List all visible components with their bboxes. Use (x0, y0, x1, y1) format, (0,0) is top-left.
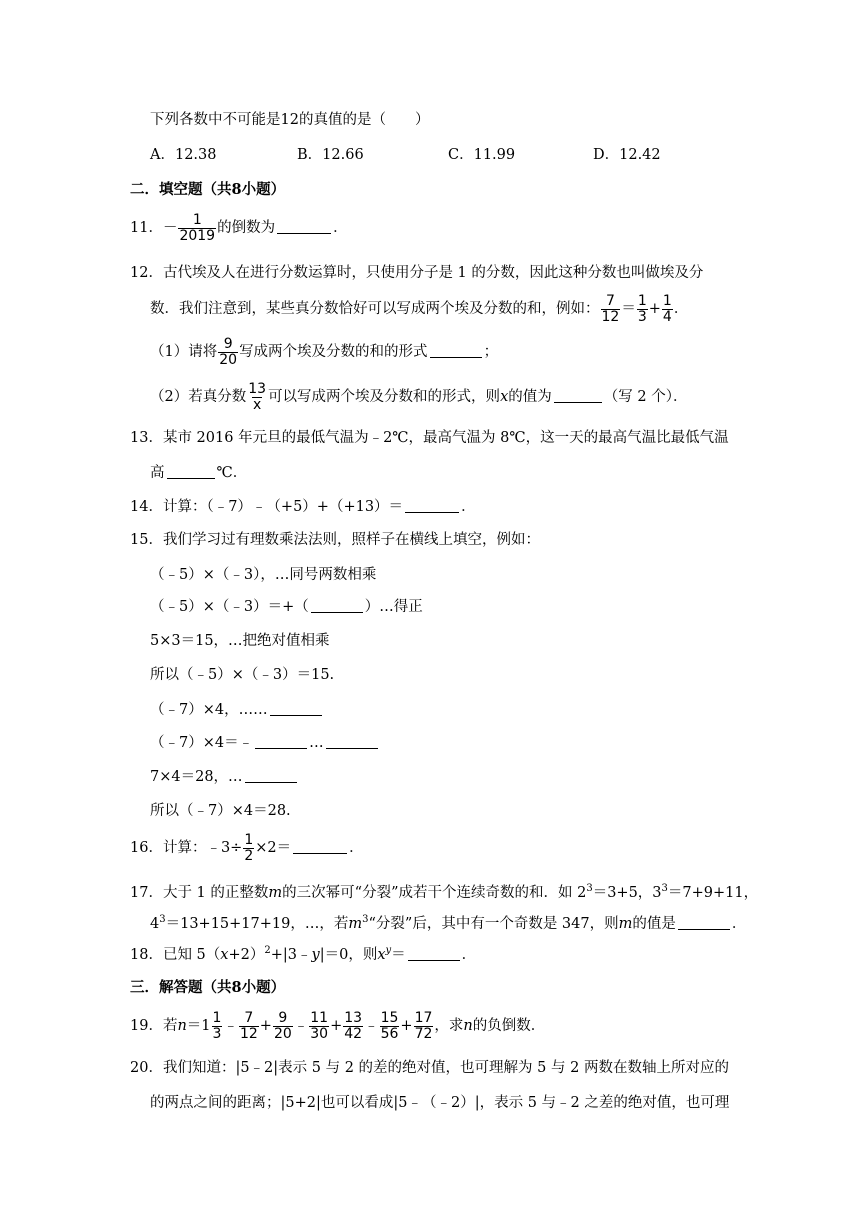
q17-variable-m-1: m (268, 885, 283, 901)
q18-variable-x-2: x (377, 947, 386, 963)
q12-part-1-end: ； (483, 344, 499, 360)
q19 (130, 1009, 545, 1043)
q17-line-2-c: “分裂”后，其中有一个奇数是 347，则 (368, 916, 619, 932)
q17-line-2 (150, 914, 746, 934)
q15-line-1: （﹣5）×（﹣3），…同号两数相乘 (150, 567, 377, 583)
q12-part-2-answer-blank[interactable] (554, 388, 602, 403)
q12-part-2-text-2: 的值为 (508, 389, 552, 405)
q15-line-6-answer-blank-1[interactable] (255, 734, 307, 749)
q10-stem: 下列各数中不可能是12的真值的是（ ） (150, 112, 430, 128)
q11-fraction-numerator: 1 (192, 211, 202, 228)
q13-line-2-prefix: 高 (150, 465, 165, 481)
q12-part-1-numerator: 9 (223, 335, 233, 352)
q17-answer-blank[interactable] (678, 915, 730, 930)
q18-a: 18．已知 5（ (130, 947, 221, 963)
q18-c: +|3﹣ (270, 947, 312, 963)
q19-fraction-4 (309, 1011, 329, 1042)
q19-fraction-7-numerator: 17 (414, 1009, 433, 1026)
q19-equals-one: ＝1 (186, 1018, 211, 1034)
q17-exponent-1: 3 (586, 883, 593, 895)
q19-prefix: 19．若 (130, 1018, 178, 1034)
q16-fraction (243, 833, 254, 864)
q11-end: ． (333, 220, 348, 236)
q20-line-2: 的两点之间的距离；|5+2|也可以看成|5﹣（﹣2）|，表示 5 与﹣2 之差的绝对值，也可理 (150, 1095, 730, 1111)
q18-d: |＝0，则 (319, 947, 378, 963)
q14-text: 14．计算：（﹣7）﹣（+5）+（+13）＝ (130, 499, 404, 515)
q12-part-2-fraction (247, 382, 267, 413)
q12-example-equals: ＝ (621, 301, 636, 317)
q19-operator-4: + (330, 1018, 343, 1034)
q19-fraction-7-denominator: 72 (414, 1025, 433, 1042)
q12-part-2-variable-x: x (500, 389, 509, 405)
q11-fraction (178, 213, 216, 244)
q17-line-2-a: 4 (150, 916, 160, 932)
section-3-heading: 三．解答题（共8小题） (130, 979, 286, 996)
q16-numerator: 1 (244, 831, 254, 848)
q18 (130, 945, 476, 965)
q19-operator-2: + (259, 1018, 272, 1034)
q12-line-1: 12．古代埃及人在进行分数运算时，只使用分子是 1 的分数，因此这种分数也叫做埃及分 (130, 265, 704, 281)
q17-exponent-3: 3 (159, 914, 166, 926)
q17-exponent-2: 3 (661, 883, 668, 895)
q15-line-2 (150, 597, 423, 617)
q14-answer-blank[interactable] (405, 498, 459, 513)
q19-fraction-7 (414, 1011, 434, 1042)
q19-operator-1: ﹣ (223, 1018, 238, 1034)
q19-fraction-6-numerator: 15 (380, 1009, 399, 1026)
q14-end: ． (461, 499, 476, 515)
q19-variable-n-2: n (463, 1018, 473, 1034)
q19-fraction-4-numerator: 11 (310, 1009, 329, 1026)
q17-exponent-4: 3 (362, 914, 369, 926)
q18-exponent-y: y (385, 945, 392, 957)
q15-line-6-answer-blank-2[interactable] (326, 734, 378, 749)
q12-part-2-denominator: x (253, 396, 262, 413)
q19-fraction-1-numerator: 1 (212, 1009, 222, 1026)
q12-line-2-text: 数．我们注意到，某些真分数恰好可以写成两个埃及分数的和，例如： (150, 301, 600, 317)
q19-fraction-5-numerator: 13 (344, 1009, 363, 1026)
q19-fraction-6-denominator: 56 (380, 1025, 399, 1042)
q10-options (150, 145, 710, 165)
q16-denominator: 2 (244, 847, 254, 864)
q10-option-b[interactable]: B．12.66 (297, 147, 364, 163)
q17-line-2-b: ＝13+15+17+19，…，若 (165, 916, 349, 932)
q17-end: ． (731, 916, 747, 932)
q12-example-a-numerator: 7 (605, 292, 615, 309)
q17-line-2-d: 的值是 (632, 916, 676, 932)
q19-fraction-2-denominator: 12 (239, 1025, 258, 1042)
q18-b: +2） (228, 947, 265, 963)
q10-option-a[interactable]: A．12.38 (150, 147, 217, 163)
q19-text-2: 的负倒数． (472, 1018, 546, 1034)
q12-part-1-text: 写成两个埃及分数的和的形式 (239, 344, 428, 360)
q16-text: ×2＝ (255, 840, 292, 856)
q12-line-2-end: ． (673, 301, 689, 317)
q19-fraction-2-numerator: 7 (244, 1009, 254, 1026)
q13-line-1: 13．某市 2016 年元旦的最低气温为﹣2℃，最高气温为 8℃，这一天的最高气温比最低气温 (130, 430, 729, 446)
q15-line-3: 5×3＝15，…把绝对值相乘 (150, 633, 330, 649)
q12-part-2-end: （写 2 个）． (603, 389, 688, 405)
q14 (130, 497, 476, 517)
q11-answer-blank[interactable] (277, 219, 331, 234)
q16-answer-blank[interactable] (293, 839, 347, 854)
q19-fraction-5-denominator: 42 (344, 1025, 363, 1042)
q12-part-1-answer-blank[interactable] (430, 343, 482, 358)
q18-variable-y: y (311, 947, 320, 963)
q17-line-1-c: ＝3+5，3 (592, 885, 662, 901)
q17-line-1-a: 17．大于 1 的正整数 (130, 885, 269, 901)
q13-line-2-suffix: ℃． (216, 465, 248, 481)
q19-fraction-1 (212, 1011, 223, 1042)
q12-part-2-numerator: 13 (248, 380, 267, 397)
q12-part-2-text: 可以写成两个埃及分数和的形式，则 (268, 389, 501, 405)
q12-example-a-denominator: 12 (601, 308, 620, 325)
q15-line-7-answer-blank[interactable] (245, 768, 297, 783)
q12-part-1-fraction (218, 337, 238, 368)
q15-line-5 (150, 700, 324, 720)
q18-variable-x: x (220, 947, 229, 963)
q19-fraction-4-denominator: 30 (310, 1025, 329, 1042)
q15-line-6 (150, 733, 380, 753)
q11-fraction-denominator: 2019 (179, 227, 216, 244)
q10-option-d[interactable]: D．12.42 (593, 147, 661, 163)
q16-prefix: 16．计算：﹣3÷ (130, 840, 243, 856)
q13-answer-blank[interactable] (167, 464, 215, 479)
q12-part-1 (150, 335, 498, 369)
q19-operator-6: + (400, 1018, 413, 1034)
q20-line-1: 20．我们知道：|5﹣2|表示 5 与 2 的差的绝对值，也可理解为 5 与 2 两数在数轴上所对应的 (130, 1060, 729, 1076)
q15-intro: 15．我们学习过有理数乘法法则，照样子在横线上填空，例如： (130, 532, 540, 548)
q12-example-b-numerator: 1 (637, 292, 647, 309)
q18-e: ＝ (391, 947, 406, 963)
q12-part-1-prefix: （1）请将 (150, 344, 218, 360)
q11-number: 11． (130, 220, 163, 236)
q19-fraction-3-numerator: 9 (278, 1009, 288, 1026)
q13-line-2 (150, 463, 247, 483)
q19-operator-3: ﹣ (293, 1018, 309, 1034)
q18-exponent: 2 (264, 945, 271, 957)
q12-example-fraction-a (601, 294, 621, 325)
q15-line-2-prefix: （﹣5）×（﹣3）＝+（ (150, 599, 309, 615)
section-2-heading: 二．填空题（共8小题） (130, 181, 286, 198)
q12-example-fraction-b (637, 294, 648, 325)
q12-part-1-denominator: 20 (219, 351, 238, 368)
q17-line-1 (130, 883, 758, 903)
q12-line-2 (150, 292, 688, 326)
q15-line-5-answer-blank[interactable] (270, 701, 322, 716)
q15-line-6-prefix: （﹣7）×4＝﹣ (150, 735, 254, 751)
q17-line-1-b: 的三次幂可“分裂”成若干个连续奇数的和．如 2 (282, 885, 587, 901)
q19-operator-5: ﹣ (364, 1018, 379, 1034)
q19-fraction-3-denominator: 20 (273, 1025, 292, 1042)
q12-example-b-denominator: 3 (637, 308, 647, 325)
q12-example-c-numerator: 1 (662, 292, 672, 309)
q11-sign: － (162, 220, 178, 236)
q16-end: ． (349, 840, 364, 856)
q12-example-plus: + (648, 301, 661, 317)
q15-line-8: 所以（﹣7）×4＝28. (150, 803, 291, 819)
q12-part-2 (150, 380, 687, 414)
q10-option-c[interactable]: C．11.99 (448, 147, 516, 163)
q15-line-5-text: （﹣7）×4，…… (150, 702, 268, 718)
q15-line-2-answer-blank[interactable] (311, 598, 363, 613)
q12-part-2-prefix: （2）若真分数 (150, 389, 247, 405)
q17-variable-m-2: m (348, 916, 363, 932)
q12-example-fraction-c (662, 294, 673, 325)
q15-line-7-text: 7×4＝28，… (150, 769, 243, 785)
q12-example-c-denominator: 4 (662, 308, 672, 325)
q17-line-1-d: ＝7+9+11， (667, 885, 759, 901)
q19-fraction-6 (380, 1011, 400, 1042)
q18-end: ． (461, 947, 477, 963)
q18-answer-blank[interactable] (408, 946, 460, 961)
q19-text: ，求 (434, 1018, 464, 1034)
q11-text: 的倒数为 (217, 220, 276, 236)
q15-line-6-ellipsis: … (309, 735, 324, 751)
q15-line-4: 所以（﹣5）×（﹣3）＝15. (150, 667, 335, 683)
q15-line-7 (150, 767, 299, 787)
q16 (130, 831, 364, 865)
q15-line-2-suffix: ）…得正 (364, 599, 423, 615)
q11 (130, 211, 348, 245)
q17-variable-m-3: m (618, 916, 633, 932)
q19-fraction-1-denominator: 3 (212, 1025, 222, 1042)
q19-fraction-3 (273, 1011, 293, 1042)
q19-variable-n: n (177, 1018, 187, 1034)
q19-fraction-2 (239, 1011, 259, 1042)
q19-fraction-5 (343, 1011, 363, 1042)
